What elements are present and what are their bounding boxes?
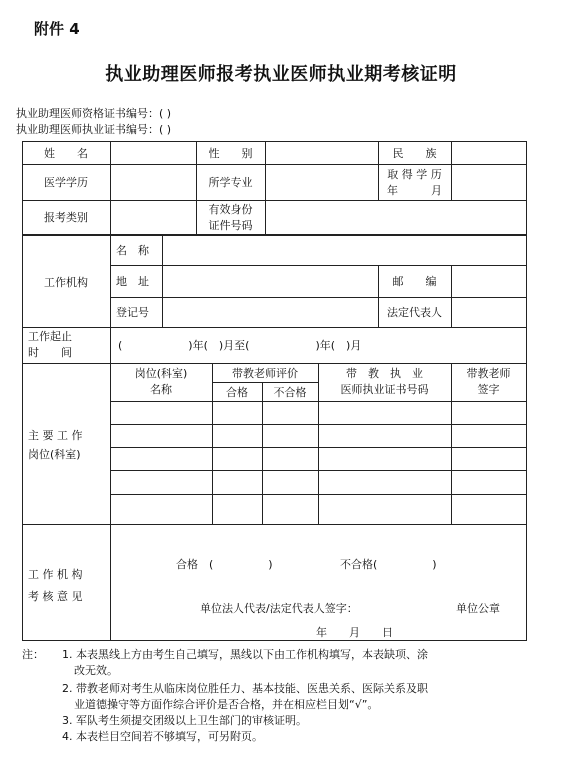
postcode-label: 邮 编	[392, 275, 437, 288]
pass-header: 合格	[226, 386, 248, 399]
signature-label: 单位法人代表/法定代表人签字：	[200, 602, 358, 615]
fail-header: 不合格	[273, 386, 307, 399]
result-fail-option: 不合格( )	[340, 558, 437, 571]
note-1a: 1. 本表黑线上方由考生自己填写，黑线以下由工作机构填写，本表缺项、涂	[62, 648, 428, 661]
reg-no-label: 登记号	[116, 306, 149, 319]
attachment-label: 附件 4	[34, 20, 80, 38]
org-review-label-2: 考 核 意 见	[28, 590, 83, 603]
org-name-label: 名 称	[116, 244, 149, 257]
post-dept-header-1: 岗位(科室)	[134, 367, 188, 380]
id-label-1: 有效身份	[208, 203, 253, 216]
page-title: 执业助理医师报考执业医师执业期考核证明	[105, 64, 457, 85]
workplace-label: 工作机构	[44, 276, 88, 289]
teacher-eval-header: 带教老师评价	[232, 367, 298, 380]
work-period-label-1: 工作起止	[28, 330, 72, 343]
teacher-sign-header-1: 带教老师	[466, 367, 511, 380]
address-label: 地 址	[116, 275, 149, 288]
degree-year-label-2: 年 月	[387, 184, 442, 197]
teacher-sign-header-2: 签字	[477, 383, 500, 396]
note-2a: 2. 带教老师对考生从临床岗位胜任力、基本技能、医患关系、医际关系及职	[62, 682, 428, 695]
exam-category-label: 报考类别	[44, 211, 88, 224]
main-post-label-2: 岗位(科室)	[28, 448, 81, 461]
qualification-cert-line: 执业助理医师资格证书编号：( )	[16, 107, 172, 120]
name-label: 姓 名	[44, 147, 88, 160]
note-3: 3. 军队考生须提交团级以上卫生部门的审核证明。	[62, 714, 307, 727]
teacher-cert-header-2: 医师执业证书号码	[340, 383, 429, 396]
result-pass-option: 合格 ( )	[176, 558, 273, 571]
teacher-cert-header-1: 带 教 执 业	[346, 367, 423, 380]
note-2b: 业道德操守等方面作综合评价是否合格，并在相应栏目划“√”。	[74, 698, 379, 711]
ethnicity-label: 民 族	[392, 147, 437, 160]
post-dept-header-2: 名称	[150, 383, 172, 396]
practice-cert-line: 执业助理医师执业证书编号：( )	[16, 123, 172, 136]
org-review-label-1: 工 作 机 构	[28, 568, 83, 581]
seal-label: 单位公章	[456, 602, 500, 615]
legal-rep-label: 法定代表人	[387, 306, 442, 319]
note-4: 4. 本表栏目空间若不够填写，可另附页。	[62, 730, 263, 743]
main-post-label-1: 主 要 工 作	[28, 429, 83, 442]
id-label-2: 证件号码	[208, 219, 253, 232]
note-1b: 改无效。	[74, 664, 118, 677]
work-period-value: ( )年( )月至( )年( )月	[118, 339, 362, 352]
date-label: 年 月 日	[316, 626, 393, 639]
major-label: 所学专业	[208, 176, 253, 189]
degree-year-label-1: 取 得 学 历	[387, 168, 442, 181]
gender-label: 性 别	[208, 147, 253, 160]
notes-prefix: 注：	[22, 648, 44, 661]
work-period-label-2: 时 间	[28, 346, 72, 359]
education-label: 医学学历	[44, 176, 88, 189]
